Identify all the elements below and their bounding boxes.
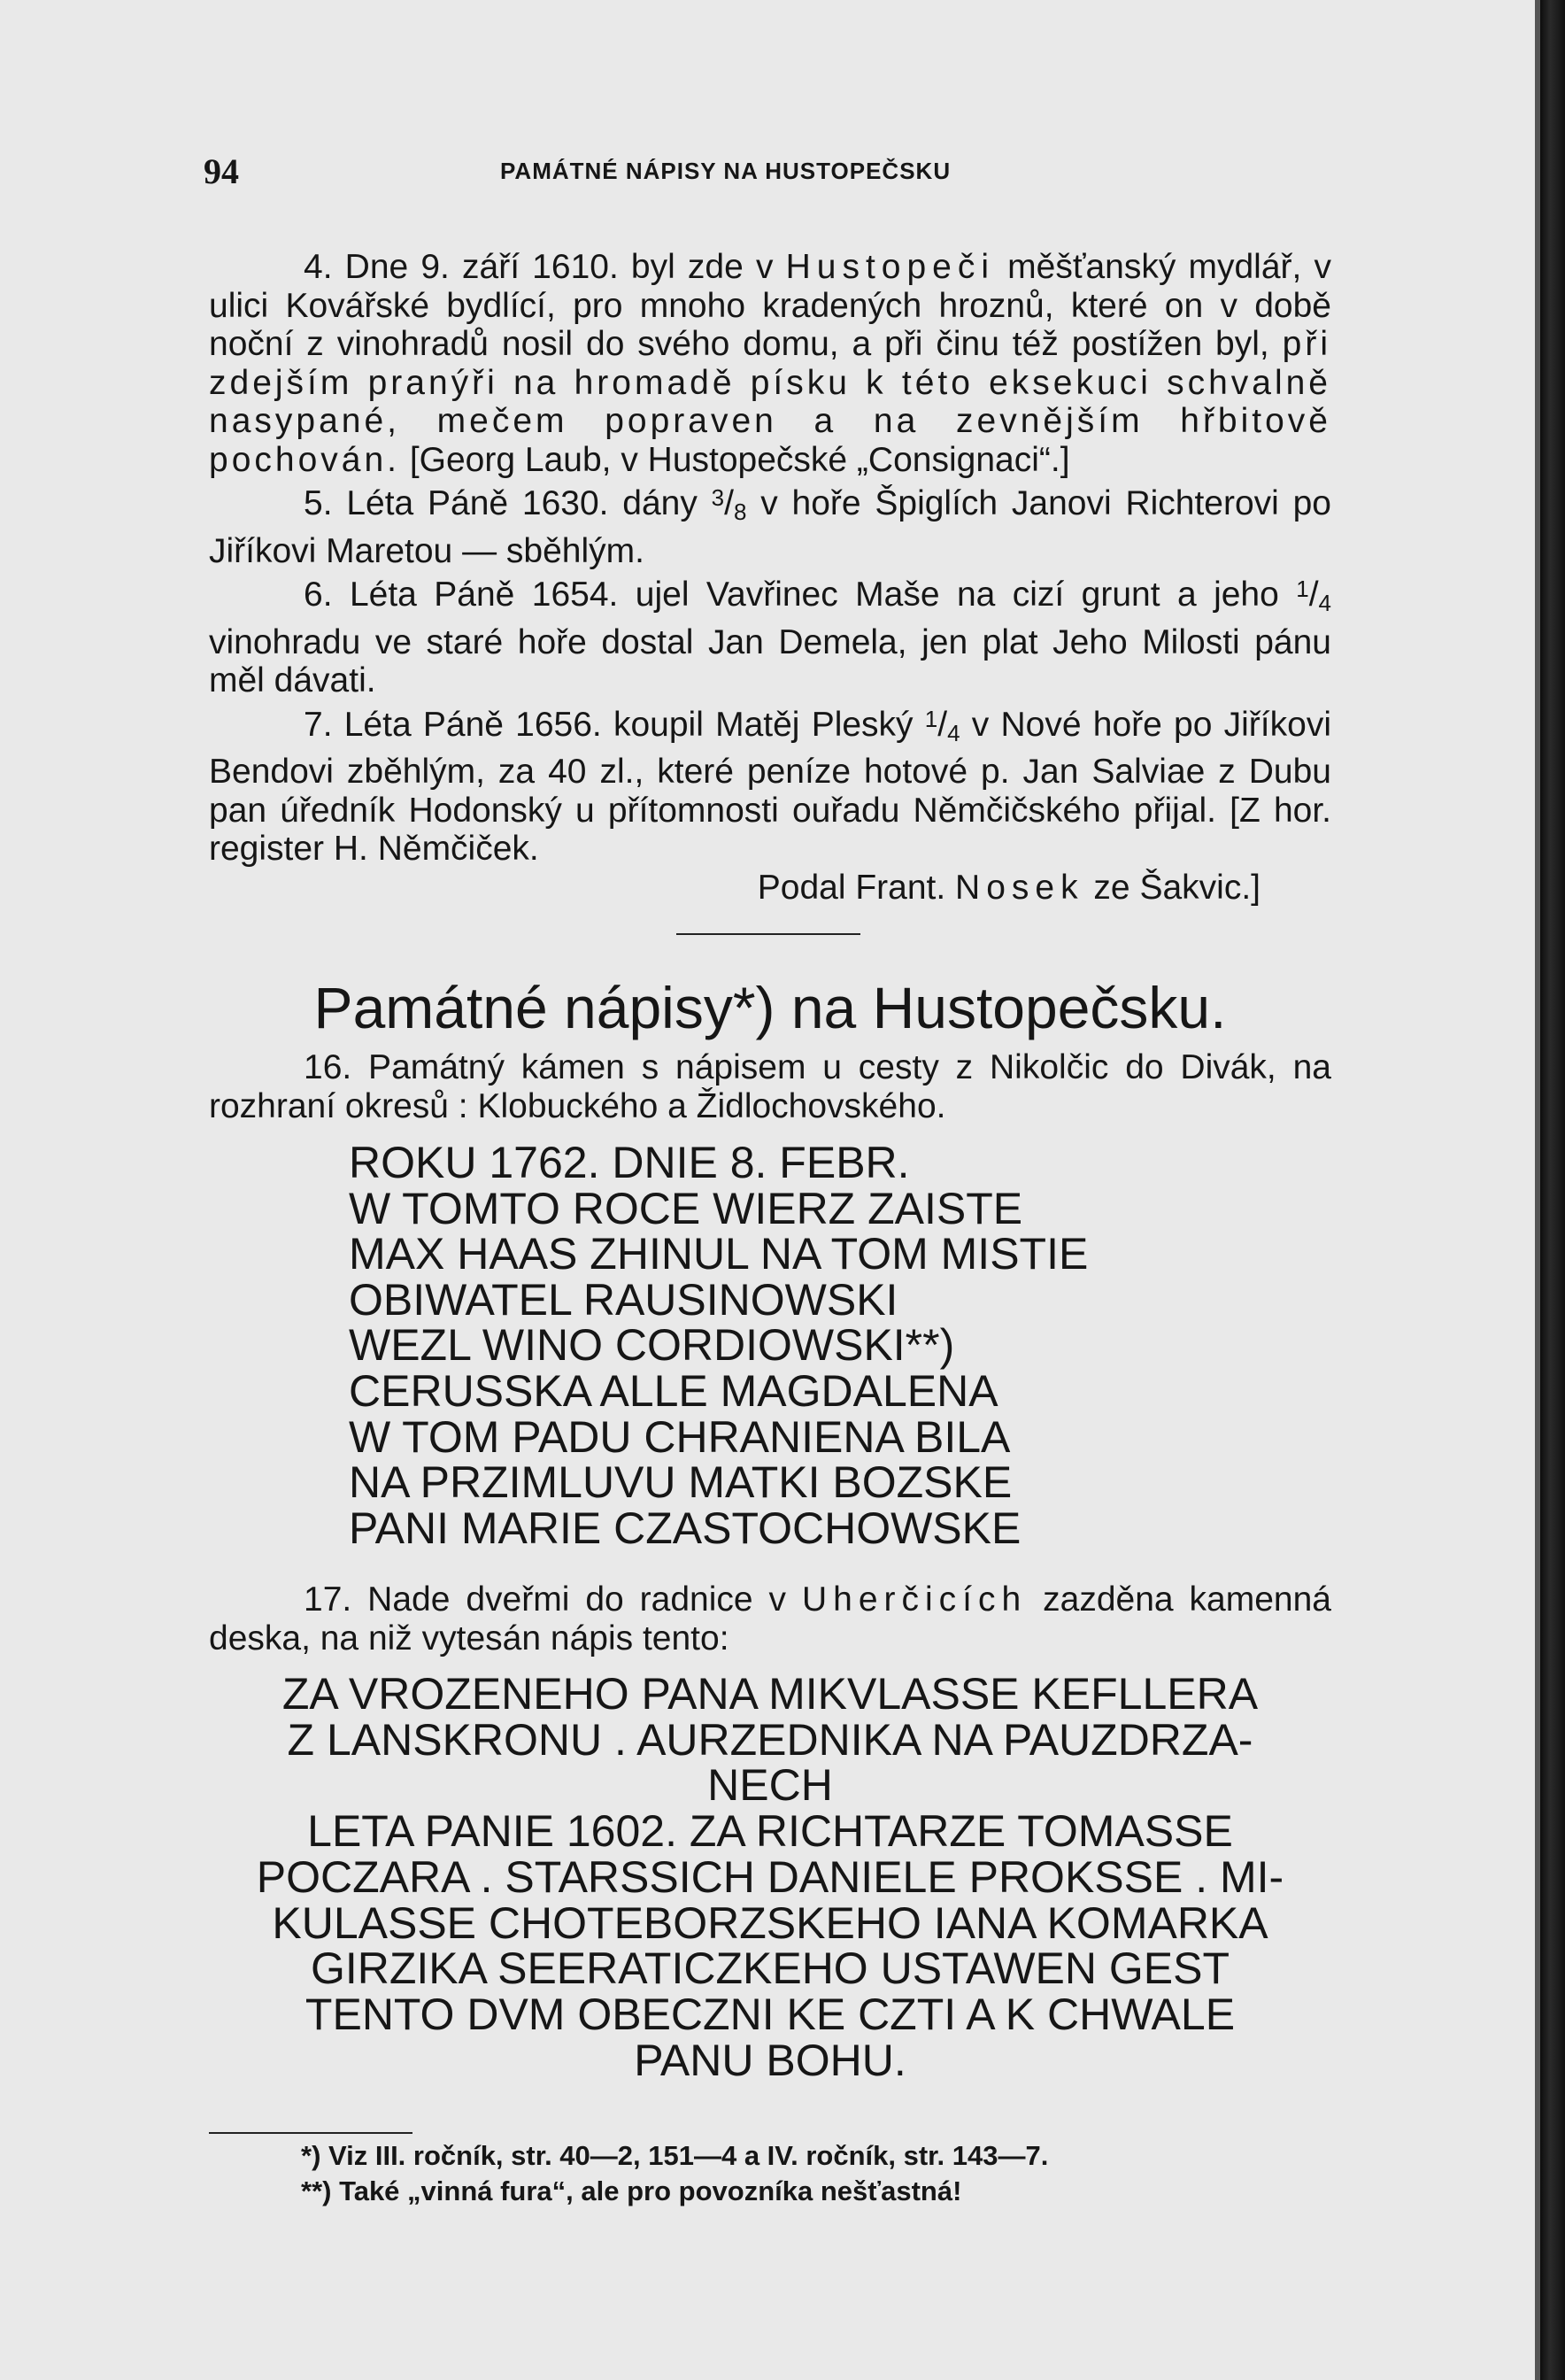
entry-7-text-a: 7. Léta Páně 1656. koupil Matěj Pleský <box>304 705 925 744</box>
inscription-line: W TOMTO ROCE WIERZ ZAISTE <box>349 1183 1023 1233</box>
inscription-line: OBIWATEL RAUSINOWSKI <box>349 1274 898 1325</box>
entry-5-text-a: 5. Léta Páně 1630. dány <box>304 484 712 522</box>
footnote: **) Také „vinná fura“, ale pro povozníka nešťastná! <box>301 2175 962 2206</box>
entry-4-spaced-text: při zdejším pranýři na hromadě písku k této eksekuci schvalně nasypané, mečem popraven a na zevnějším hřbitově pochován. <box>209 325 1331 479</box>
entry-7-signature <box>209 869 1331 908</box>
entry-6-text-b: vinohradu ve staré hoře dostal Jan Demela, jen plat Jeho Milosti pánu měl dávati. <box>209 622 1331 699</box>
inscription-16 <box>349 1140 1234 1551</box>
inscription-line: POCZARA . STARSSICH DANIELE PROKSSE . MI- <box>256 1851 1284 1902</box>
inscription-line: PANU BOHU. <box>634 2035 906 2085</box>
entry-7 <box>209 700 1331 869</box>
entry-7-fraction-numerator: 1 <box>924 705 938 732</box>
entry-6-fraction-denominator: 4 <box>1318 590 1331 616</box>
inscription-17 <box>209 1669 1331 2085</box>
entry-5-text-b: v hoře Špiglích Janovi Richterovi po Jiříkovi Maretou — sběhlým. <box>209 484 1331 570</box>
signature-suffix: ze Šakvic.] <box>1083 868 1260 907</box>
entry-4-text-a: 4. Dne 9. září 1610. byl zde v <box>304 248 786 286</box>
entry-4-text-b: měšťanský mydlář, v ulici Kovářské bydlící, pro mnoho kradených hroznů, které on v době noční z vinohradů nosil do svého domu, a při činu též postížen byl, <box>209 248 1331 363</box>
inscription-line: ZA VROZENEHO PANA MIKVLASSE KEFLLERA <box>281 1669 1259 1719</box>
entry-5-fraction-numerator: 3 <box>711 484 725 511</box>
entry-4-place: Hustopeči <box>785 248 996 286</box>
footnote: *) Viz III. ročník, str. 40—2, 151—4 a IV. ročník, str. 143—7. <box>301 2140 1049 2171</box>
entry-17-text-b: zazděna kamenná deska, na niž vytesán nápis tento: <box>209 1580 1331 1658</box>
inscription-line: GIRZIKA SEERATICZKEHO USTAWEN GEST <box>310 1943 1230 1994</box>
inscription-line: ROKU 1762. DNIE 8. FEBR. <box>349 1138 910 1187</box>
page-number: 94 <box>204 151 239 191</box>
inscription-line: KULASSE CHOTEBORZSKEHO IANA KOMARKA <box>272 1897 1268 1948</box>
entry-16-text: 16. Památný kámen s nápisem u cesty z Nikolčic do Divák, na rozhraní okresů : Klobuckého a Židlochovského. <box>209 1048 1331 1125</box>
inscription-line: W TOM PADU CHRANIENA BILA <box>349 1411 1011 1462</box>
entry-17-place: Uherčicích <box>801 1580 1028 1619</box>
running-title: PAMÁTNÉ NÁPISY NA HUSTOPEČSKU <box>500 158 952 184</box>
entry-5 <box>209 479 1331 570</box>
inscription-line: Z LANSKRONU . AURZEDNIKA NA PAUZDRZA- <box>287 1714 1253 1765</box>
footnote-rule <box>209 2132 412 2134</box>
inscription-line: MAX HAAS ZHINUL NA TOM MISTIE <box>349 1229 1089 1279</box>
inscription-line: NECH <box>707 1760 833 1811</box>
inscription-line: WEZL WINO CORDIOWSKI**) <box>349 1320 955 1371</box>
entry-6-text-a: 6. Léta Páně 1654. ujel Vavřinec Maše na cizí grunt a jeho <box>304 576 1297 614</box>
entry-7-text-b: v Nové hoře po Jiříkovi Bendovi zběhlým, za 40 zl., které peníze hotové p. Jan Salviae z Dubu pan úředník Hodonský u přítomnosti ouřadu Němčičského přijal. [Z hor. register H. Němčiček. <box>209 705 1331 868</box>
signature-prefix: Podal Frant. <box>757 868 956 907</box>
entry-4-source: [Georg Laub, v Hustopečské „Consignaci“.] <box>399 440 1070 479</box>
entry-7-fraction-denominator: 4 <box>947 719 960 746</box>
inscription-line: PANI MARIE CZASTOCHOWSKE <box>349 1503 1021 1553</box>
entry-5-fraction-denominator: 8 <box>733 498 747 525</box>
section-divider <box>676 933 860 935</box>
inscription-line: TENTO DVM OBECZNI KE CZTI A K CHWALE <box>305 1989 1236 2039</box>
entry-16 <box>209 1048 1331 1125</box>
entry-17 <box>209 1580 1331 1658</box>
entry-7-fraction-slash: / <box>937 705 948 744</box>
inscription-line: LETA PANIE 1602. ZA RICHTARZE TOMASSE <box>307 1806 1233 1857</box>
page-edge-shadow <box>1540 0 1565 2380</box>
inscription-line: CERUSSKA ALLE MAGDALENA <box>349 1365 998 1416</box>
footnotes <box>301 2138 1328 2209</box>
entry-4 <box>209 248 1331 479</box>
entry-17-text <box>209 1580 1331 1658</box>
entry-17-text-a: 17. Nade dveřmi do radnice v <box>304 1580 802 1619</box>
signature-name: Nosek <box>955 868 1084 907</box>
entries-block <box>209 248 1331 907</box>
running-head <box>204 151 1337 195</box>
section-title: Památné nápisy*) na Hustopečsku. <box>313 975 1227 1040</box>
entry-5-fraction-slash: / <box>724 484 734 522</box>
entry-6-fraction-slash: / <box>1308 576 1319 614</box>
inscription-line: NA PRZIMLUVU MATKI BOZSKE <box>349 1457 1013 1508</box>
entry-6-fraction-numerator: 1 <box>1296 576 1309 602</box>
entry-6 <box>209 570 1331 700</box>
